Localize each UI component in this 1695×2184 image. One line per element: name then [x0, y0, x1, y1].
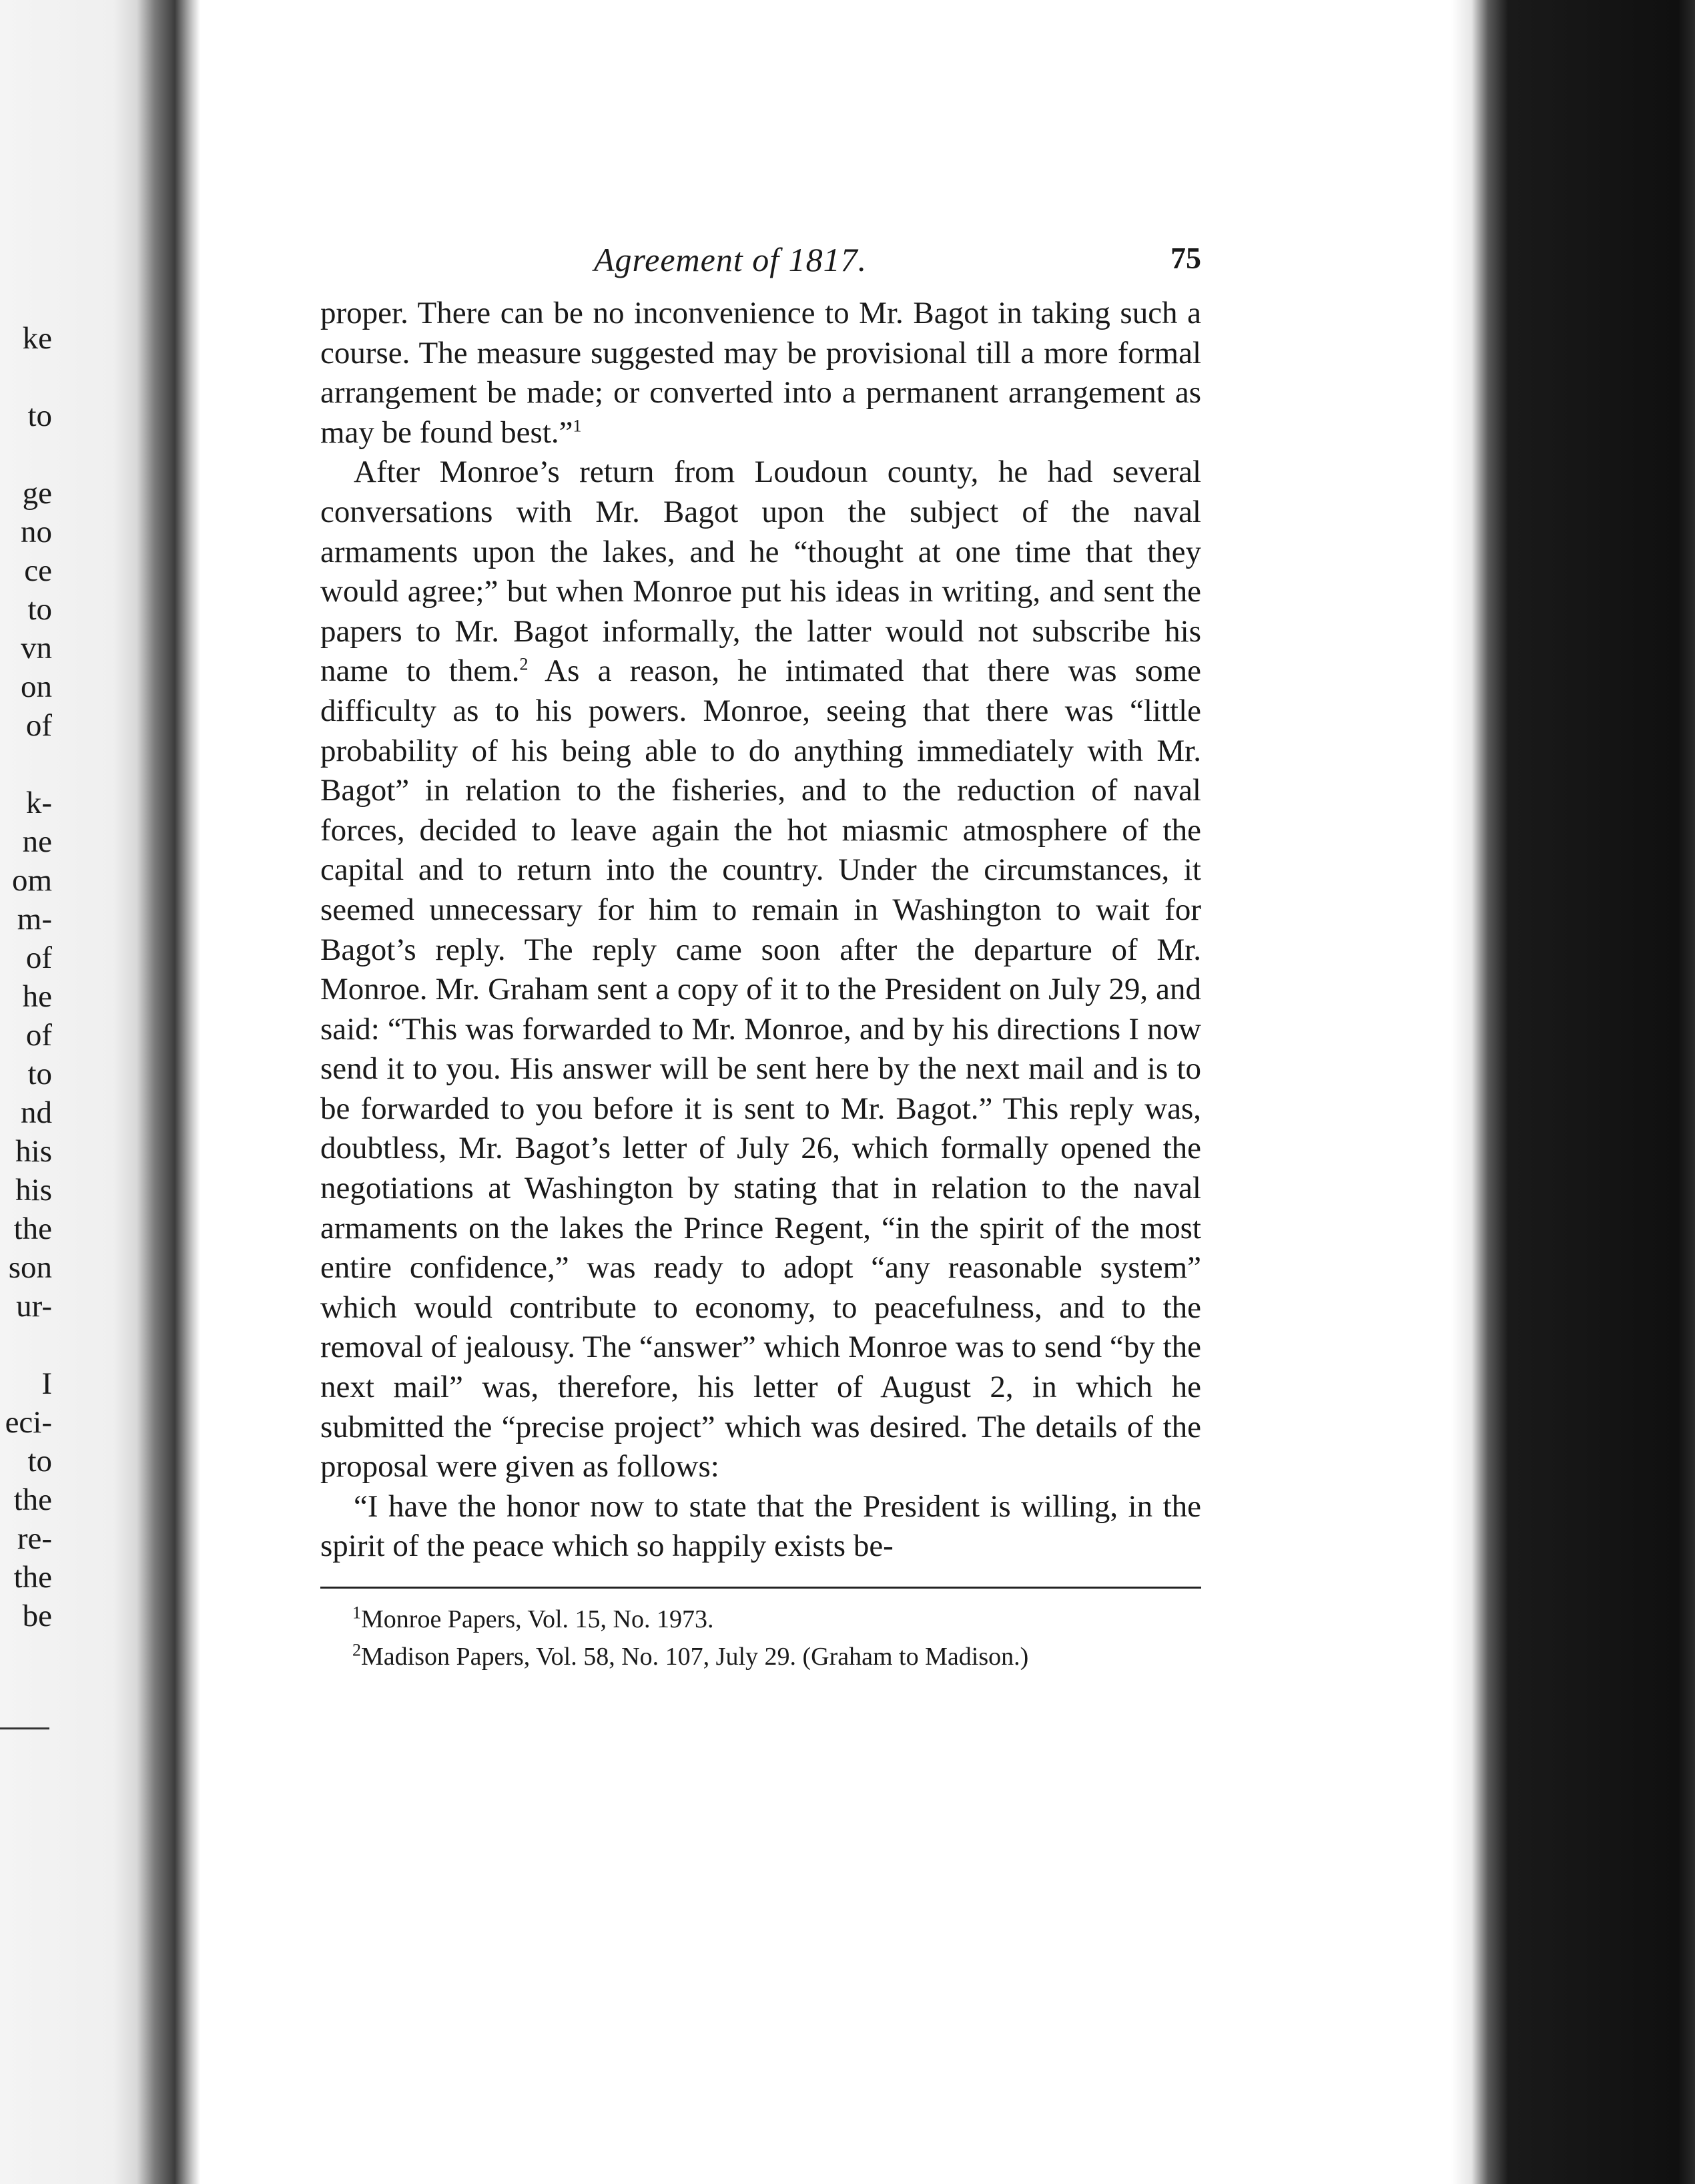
paragraph	[320, 453, 1201, 1486]
paragraph	[320, 1487, 1201, 1567]
facing-page-fragment: to	[27, 1444, 52, 1478]
facing-page-fragment: nd	[21, 1095, 52, 1130]
facing-page-fragment: to	[27, 592, 52, 627]
footnote-text: Monroe Papers, Vol. 15, No. 1973.	[361, 1605, 714, 1633]
paragraph-text: As a reason, he intimated that there was some difficulty as to his powers. Monroe, seeing that there was “little probability of his being able to do anything immediately with Mr. Bagot” in relation to the fisheries, and to the reduction of naval forces, decided to leave again the hot miasmic atmosphere of the capital and to return into the country. Under the circumstances, it seemed unnecessary for him to remain in Washington to wait for Bagot’s reply. The reply came soon after the departure of Mr. Monroe. Mr. Graham sent a copy of it to the President on July 29, and said: “This was forwarded to Mr. Monroe, and by his directions I now send it to you. His answer will be sent here by the next mail and is to be forwarded to you before it is sent to Mr. Bagot.” This reply was, doubtless, Mr. Bagot’s letter of July 26, which formally opened the negotiations at Washington by stating that in relation to the naval armaments on the lakes the Prince Regent, “in the spirit of the most entire confidence,” was ready to adopt “any reasonable system” which would contribute to economy, to peacefulness, and to the removal of jealousy. The “answer” which Monroe was to send “by the next mail” was, therefore, his letter of August 2, in which he submitted the “precise project” which was desired. The details of the proposal were given as follows:	[320, 653, 1201, 1484]
paragraph-text: After Monroe’s return from Loudoun county, he had several conversations with Mr. Bagot upon the subject of the naval armaments upon the lakes, and he “thought at one time that they would agree;” but when Monroe put his ideas in writing, and sent the papers to Mr. Bagot informally, the latter would not subscribe his name to them.	[320, 455, 1201, 689]
footnote	[352, 1601, 1201, 1638]
facing-page-fragment: m-	[17, 902, 52, 936]
facing-page-fragment	[0, 745, 52, 784]
facing-page-fragment: re-	[17, 1521, 52, 1556]
facing-page-fragment: he	[22, 979, 52, 1014]
facing-page-fragment: son	[8, 1250, 52, 1285]
book-page-edge	[1451, 0, 1695, 2184]
facing-page-fragment: the	[13, 1211, 52, 1246]
footnote-marker: 1	[573, 416, 582, 436]
facing-page-fragment: of	[25, 940, 52, 975]
footnote-marker: 2	[519, 654, 529, 674]
footnote	[352, 1638, 1201, 1675]
facing-page-fragment: ur-	[16, 1289, 52, 1324]
paragraph-text: proper. There can be no inconvenience to Mr. Bagot in taking such a course. The measure suggested may be provisional till a more formal arrangement be made; or converted into a permanent arrangement as may be found best.”	[320, 296, 1201, 450]
facing-page-fragment: his	[15, 1134, 52, 1169]
footnote-text: Madison Papers, Vol. 58, No. 107, July 29. (Graham to Madison.)	[361, 1643, 1029, 1671]
facing-page-fragment: eci-	[5, 1405, 52, 1440]
paragraph	[320, 294, 1201, 453]
facing-page-fragment: the	[13, 1482, 52, 1517]
facing-page-fragment: k-	[25, 786, 52, 820]
facing-page-fragment: ne	[22, 824, 52, 859]
footnote-marker: 1	[352, 1603, 361, 1623]
running-header	[320, 240, 1201, 294]
facing-page-fragment: vn	[21, 631, 52, 665]
running-header-title: Agreement of 1817.	[594, 241, 868, 278]
facing-page-fragment: the	[13, 1560, 52, 1595]
facing-page-fragment: ke	[22, 321, 52, 356]
facing-page-fragment	[0, 435, 52, 474]
facing-page-fragment: to	[27, 398, 52, 433]
page-number: 75	[1170, 241, 1201, 275]
facing-page-fragment	[0, 1326, 52, 1364]
facing-page-fragment: no	[21, 515, 52, 549]
facing-page-fragment	[0, 358, 52, 396]
facing-page-fragment: I	[41, 1366, 52, 1401]
footnotes	[320, 1601, 1201, 1675]
facing-page-text-fragments	[0, 319, 52, 1635]
facing-page-footnote-rule	[0, 1727, 49, 1729]
facing-page-fragment: of	[25, 1018, 52, 1053]
book-page	[320, 240, 1201, 1675]
paragraph-text: “I have the honor now to state that the President is willing, in the spirit of the peace which so happily exists be-	[320, 1488, 1201, 1564]
body-text	[320, 294, 1201, 1567]
footnote-rule	[320, 1587, 1201, 1589]
footnote-marker: 2	[352, 1640, 361, 1660]
facing-page-fragment: his	[15, 1173, 52, 1207]
facing-page-fragment: ce	[24, 553, 52, 588]
facing-page-fragment: ge	[22, 476, 52, 511]
facing-page-fragment: to	[27, 1057, 52, 1091]
facing-page-fragment: be	[22, 1599, 52, 1633]
facing-page-fragment: on	[21, 669, 52, 704]
facing-page-fragment: of	[25, 708, 52, 743]
facing-page-fragment: om	[11, 863, 52, 898]
